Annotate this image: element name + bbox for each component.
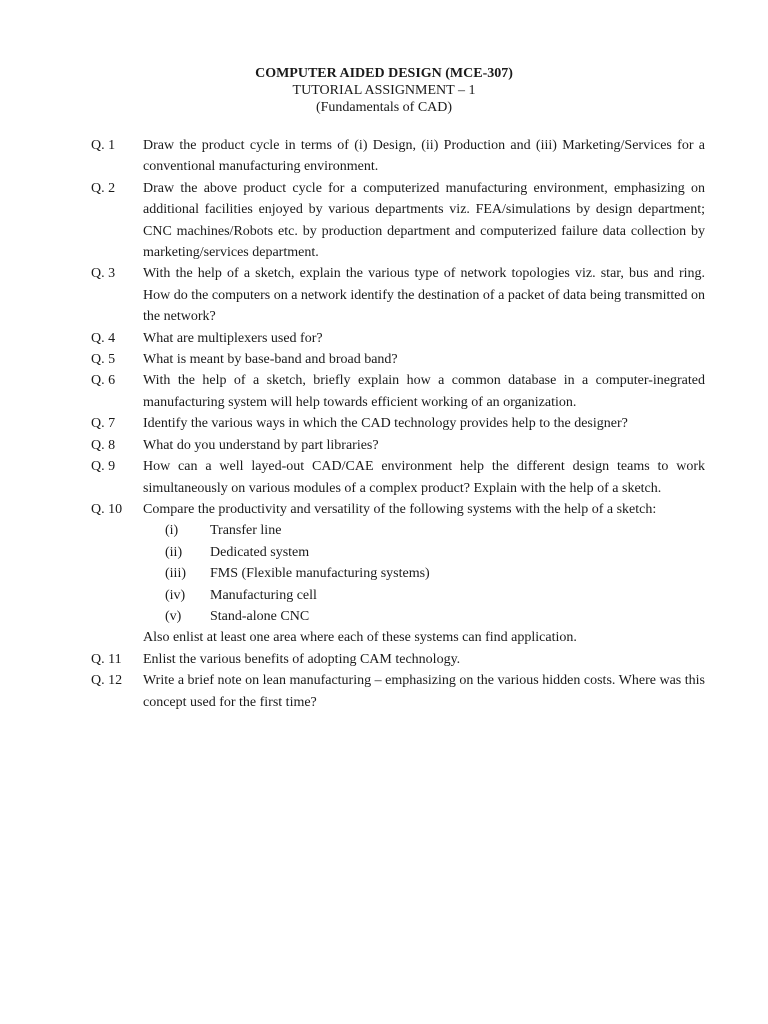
question-number: Q. 2	[91, 180, 116, 196]
question-text: How can a well layed-out CAD/CAE environment help the different design teams to work simultaneously on various modules of a complex product? Explain with the help of a sketch.	[143, 459, 705, 496]
sublist-number: (i)	[165, 523, 179, 539]
question-number: Q. 8	[91, 437, 116, 453]
sublist-item	[91, 585, 705, 606]
sublist-text: Transfer line	[210, 523, 282, 539]
question-text: With the help of a sketch, briefly explain how a common database in a computer-inegrated manufacturing system will help towards efficient working of an organization.	[143, 373, 705, 410]
question-text: Draw the product cycle in terms of (i) Design, (ii) Production and (iii) Marketing/Services for a conventional manufacturing environment.	[143, 138, 705, 175]
question-item	[91, 413, 705, 434]
question-item	[91, 370, 705, 413]
sublist-text: Dedicated system	[210, 544, 310, 560]
sublist-text: Stand-alone CNC	[210, 608, 310, 624]
question-number: Q. 1	[91, 138, 116, 153]
question-number: Q. 10	[91, 501, 123, 517]
question-item	[91, 456, 705, 499]
q10-note: Also enlist at least one area where each of these systems can find application.	[143, 630, 577, 646]
q10-sublist	[91, 520, 705, 627]
sublist-number: (ii)	[165, 544, 183, 560]
question-number: Q. 4	[91, 330, 116, 346]
question-text: With the help of a sketch, explain the various type of network topologies viz. star, bus and ring. How do the computers on a network identify the destination of a packet of data being transmitted on the network?	[143, 266, 705, 325]
question-item	[91, 328, 705, 349]
question-text: Compare the productivity and versatility of the following systems with the help of a sketch:	[143, 501, 657, 517]
sublist-number: (v)	[165, 608, 182, 624]
question-text: What is meant by base-band and broad band?	[143, 352, 398, 368]
question-number: Q. 11	[91, 651, 122, 667]
question-text: Draw the above product cycle for a computerized manufacturing environment, emphasizing on additional facilities enjoyed by various departments viz. FEA/simulations by design department; CNC machines/Robots etc. by production department and computerized failure data collection by marketing/services department.	[143, 180, 705, 261]
question-item	[91, 349, 705, 370]
question-number: Q. 6	[91, 373, 116, 389]
sublist-item	[91, 542, 705, 563]
question-number: Q. 7	[91, 416, 116, 432]
document-title: COMPUTER AIDED DESIGN (MCE-307)	[255, 66, 513, 81]
sublist-item	[91, 606, 705, 627]
document-topic: (Fundamentals of CAD)	[315, 100, 453, 115]
question-item	[91, 499, 705, 520]
question-text: Identify the various ways in which the CAD technology provides help to the designer?	[143, 416, 628, 432]
sublist-text: Manufacturing cell	[210, 587, 317, 603]
question-item	[91, 178, 705, 264]
sublist-number: (iii)	[165, 566, 186, 582]
sublist-item	[91, 520, 705, 541]
question-number: Q. 3	[91, 266, 116, 282]
question-text: Enlist the various benefits of adopting CAM technology.	[143, 651, 461, 667]
question-text: Write a brief note on lean manufacturing – emphasizing on the various hidden costs. Where was this concept used for the first time?	[143, 673, 705, 710]
question-number: Q. 9	[91, 459, 116, 475]
question-item	[91, 135, 705, 178]
question-number: Q. 12	[91, 673, 123, 689]
sublist-text: FMS (Flexible manufacturing systems)	[210, 566, 430, 582]
question-number: Q. 5	[91, 352, 116, 368]
question-list	[91, 135, 705, 713]
question-item	[91, 670, 705, 713]
question-text: What are multiplexers used for?	[143, 330, 323, 346]
sublist-item	[91, 563, 705, 584]
question-text: What do you understand by part libraries?	[143, 437, 379, 453]
question-item	[91, 435, 705, 456]
question-item	[91, 649, 705, 670]
question-item	[91, 263, 705, 327]
sublist-number: (iv)	[165, 587, 186, 603]
document-subtitle: TUTORIAL ASSIGNMENT – 1	[292, 83, 476, 98]
